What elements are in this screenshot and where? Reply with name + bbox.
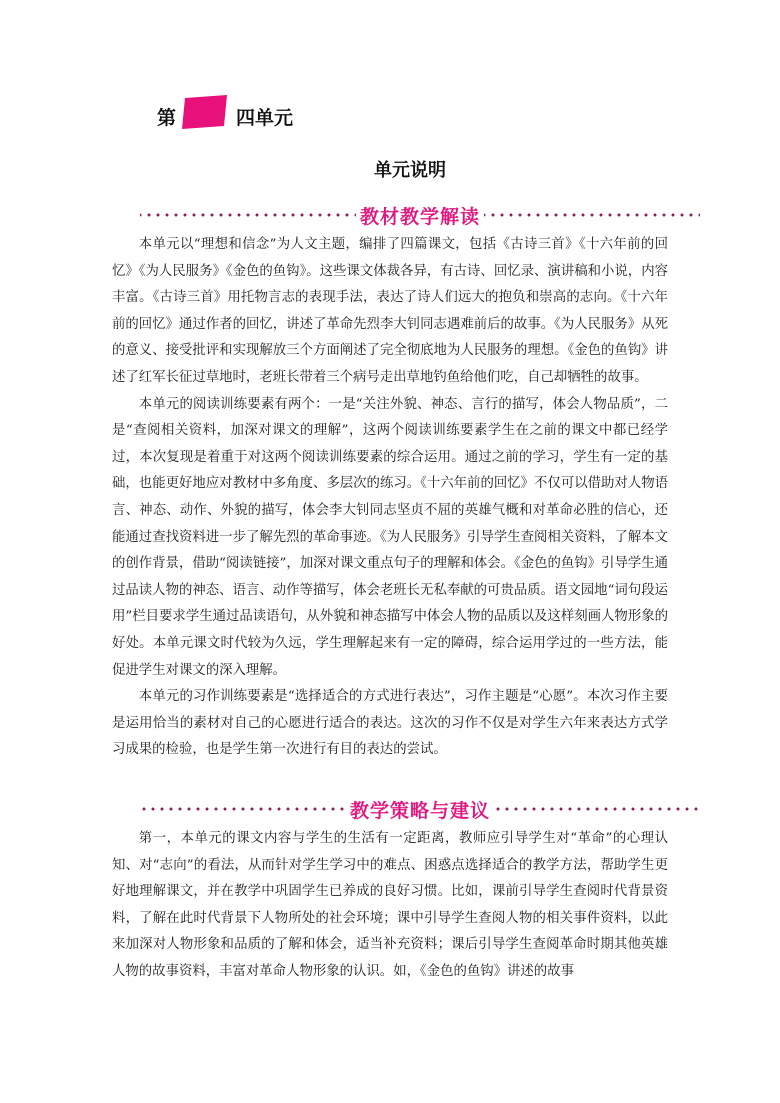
paragraph: 第一，本单元的课文内容与学生的生活有一定距离，教师应引导学生对“革命”的心理认知、对“志向”的看法，从而针对学生学习中的难点、困惑点选择适合的教学方法，帮助学生更好地理解课文，并在教学中巩固学生已养成的良好习惯。比如，课前引导学生查阅时代背景资料，了解在此时代背景下人物所处的社会环境；课中引导学生查阅人物的相关事件资料，以此来加深对人物形象和品质的了解和体会，适当补充资料；课后引导学生查阅革命时期其他英雄人物的故事资料，丰富对革命人物形象的认识。如，《金色的鱼钩》讲述的故事 [112, 831, 668, 979]
unit-badge-shape [180, 95, 230, 129]
section-title: 教学策略与建议 [350, 799, 491, 822]
unit-heading-prefix: 第 [157, 106, 177, 129]
section-banner-teaching-strategy [140, 796, 700, 822]
paragraph: 本单元以“理想和信念”为人文主题，编排了四篇课文，包括《古诗三首》《十六年前的回忆》《为人民服务》《金色的鱼钩》。这些课文体裁各异，有古诗、回忆录、演讲稿和小说，内容丰富。《古诗三首》用托物言志的表现手法，表达了诗人们远大的抱负和崇高的志向。《十六年前的回忆》通过作者的回忆，讲述了革命先烈李大钊同志遇难前后的故事。《为人民服务》从死的意义、接受批评和实现解放三个方面阐述了完全彻底地为人民服务的理想。《金色的鱼钩》讲述了红军长征过草地时，老班长带着三个病号走出草地钓鱼给他们吃，自己却牺牲的故事。 [112, 237, 668, 385]
unit-description-title: 单元说明 [374, 160, 446, 181]
section-title: 教材教学解读 [360, 205, 481, 228]
paragraph: 本单元的阅读训练要素有两个：一是“关注外貌、神态、言行的描写，体会人物品质”，二是“查阅相关资料，加深对课文的理解”，这两个阅读训练要素学生在之前的课文中都已经学过，本次复现是着重于对这两个阅读训练要素的综合运用。通过之前的学习，学生有一定的基础，也能更好地应对教材中多角度、多层次的练习。《十六年前的回忆》不仅可以借助对人物语言、神态、动作、外貌的描写，体会李大钊同志坚贞不屈的英雄气概和对革命必胜的信心，还能通过查找资料进一步了解先烈的革命事迹。《为人民服务》引导学生查阅相关资料，了解本文的创作背景，借助“阅读链接”，加深对课文重点句子的理解和体会。《金色的鱼钩》引导学生通过品读人物的神态、语言、动作等描写，体会老班长无私奉献的可贵品质。语文园地“词句段运用”栏目要求学生通过品读语句，从外貌和神态描写中体会人物的品质以及这样刻画人物形象的好处。本单元课文时代较为久远，学生理解起来有一定的障碍，综合运用学过的一些方法，能促进学生对课文的深入理解。 [112, 396, 669, 678]
banner-dots-left [140, 212, 356, 218]
unit-heading-suffix: 四单元 [236, 106, 294, 129]
section-body-teaching-strategy [112, 826, 668, 986]
section-banner-teaching-interpretation [140, 202, 700, 228]
section-body-teaching-interpretation [112, 232, 668, 764]
banner-dots-right [484, 212, 700, 218]
paragraph: 本单元的习作训练要素是“选择适合的方式进行表达”，习作主题是“心愿”。本次习作主要是运用恰当的素材对自己的心愿进行适合的表达。这次的习作不仅是对学生六年来表达方式学习成果的检验，也是学生第一次进行有目的表达的尝试。 [112, 689, 668, 758]
banner-dots-right [494, 806, 700, 812]
banner-dots-left [140, 806, 346, 812]
unit-heading [157, 96, 293, 136]
